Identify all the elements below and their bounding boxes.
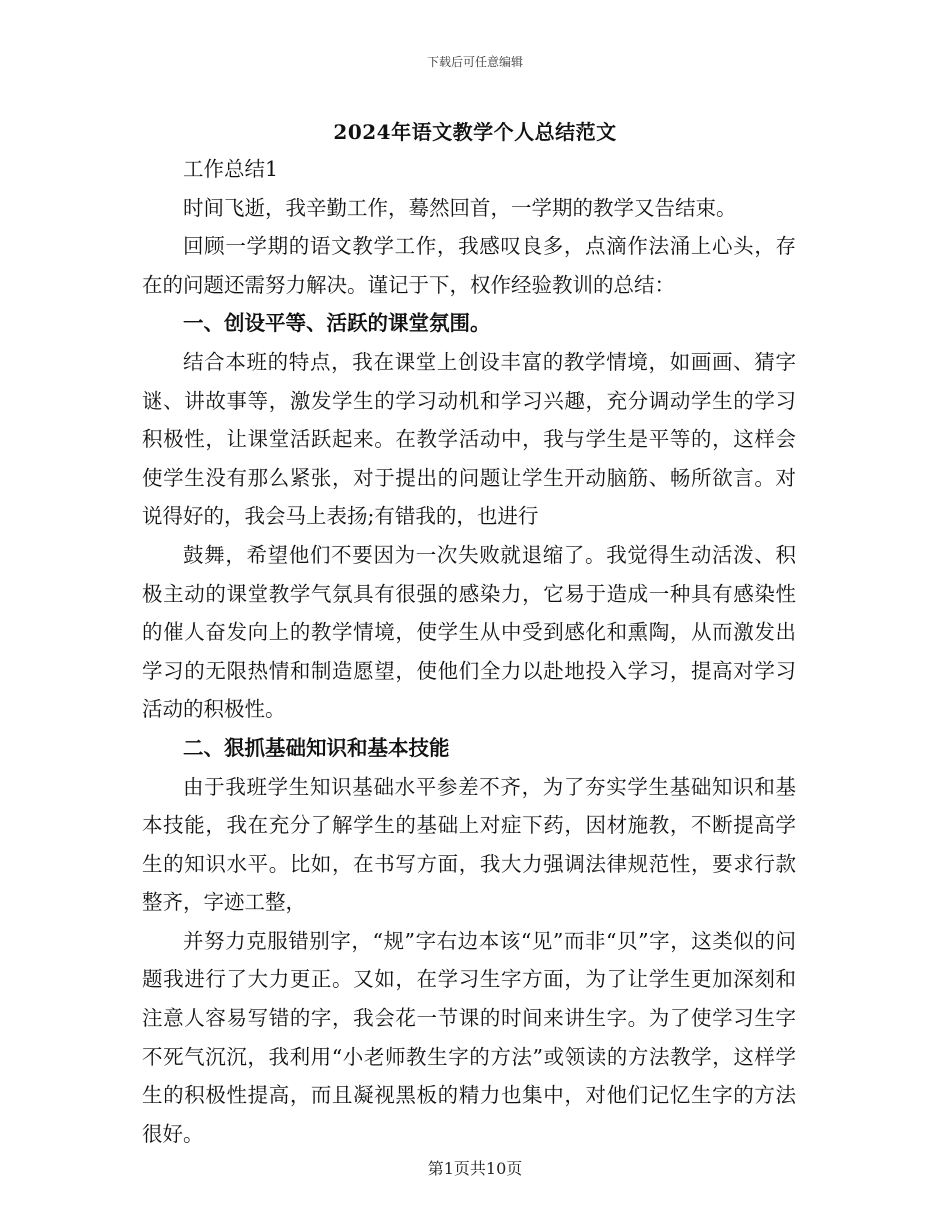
page-header-note: 下载后可任意编辑 (426, 55, 523, 69)
section-heading: 一、创设平等、活跃的课堂氛围。 (183, 311, 491, 336)
page-number: 第1页共10页 (427, 1159, 523, 1178)
document-body (142, 150, 796, 1153)
body-paragraph: 鼓舞，希望他们不要因为一次失败就退缩了。我觉得生动活泼、积极主动的课堂教学气氛具有很强的感染力，它易于造成一种具有感染性的催人奋发向上的教学情境，使学生从中受到感化和熏陶，从而激发出学习的无限热情和制造愿望，使他们全力以赴地投入学习，提高对学习活动的积极性。 (142, 542, 796, 722)
body-paragraph: 并努力克服错别字，“规”字右边本该“见”而非“贝”字，这类似的问题我进行了大力更正。又如，在学习生字方面，为了让学生更加深刻和注意人容易写错的字，我会花一节课的时间来讲生字。为了使学习生字不死气沉沉，我利用“小老师教生字的方法”或领读的方法教学，这样学生的积极性提高，而且凝视黑板的精力也集中，对他们记忆生字的方法很好。 (142, 928, 796, 1146)
section-heading: 二、狠抓基础知识和基本技能 (183, 735, 450, 760)
body-paragraph: 时间飞逝，我辛勤工作，蓦然回首，一学期的教学又告结束。 (183, 195, 737, 220)
section-label: 工作总结1 (183, 157, 279, 181)
body-paragraph: 回顾一学期的语文教学工作，我感叹良多，点滴作法涌上心头，存在的问题还需努力解决。谨记于下，权作经验教训的总结： (142, 234, 796, 297)
body-paragraph: 由于我班学生知识基础水平参差不齐，为了夯实学生基础知识和基本技能，我在充分了解学生的基础上对症下药，因材施教，不断提高学生的知识水平。比如，在书写方面，我大力强调法律规范性，要求行款整齐，字迹工整， (142, 774, 796, 915)
document-title: 2024年语文教学个人总结范文 (333, 120, 617, 144)
body-paragraph: 结合本班的特点，我在课堂上创设丰富的教学情境，如画画、猜字谜、讲故事等，激发学生的学习动机和学习兴趣，充分调动学生的学习积极性，让课堂活跃起来。在教学活动中，我与学生是平等的，这样会使学生没有那么紧张，对于提出的问题让学生开动脑筋、畅所欲言。对说得好的，我会马上表扬;有错我的，也进行 (142, 349, 796, 529)
